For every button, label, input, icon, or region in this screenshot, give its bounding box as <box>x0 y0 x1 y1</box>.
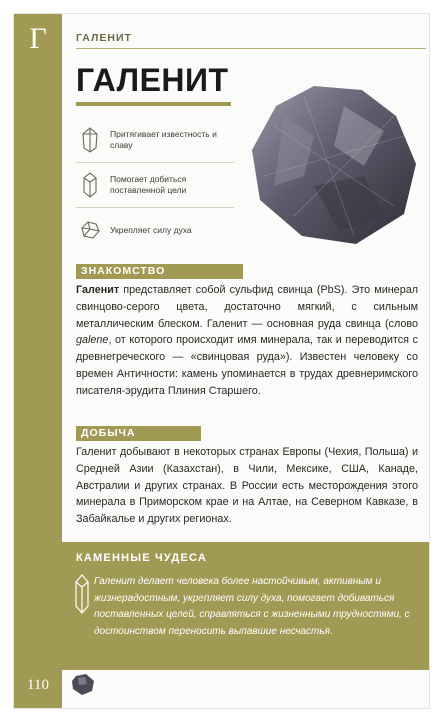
wonders-box <box>62 542 429 670</box>
property-text: Притягивает известность и славу <box>110 129 217 150</box>
wonders-text: Галенит делает человека более настойчивым, активным и жизнерадостным, укрепляет силу духа, помогает добиваться поставленных целей, справляться с жизненными трудностями, с достоинством переносить выпавшие несчастья. <box>94 576 410 637</box>
header-divider <box>76 48 426 49</box>
header-label: ГАЛЕНИТ <box>76 32 132 44</box>
property-text: Укрепляет силу духа <box>110 224 192 235</box>
intro-text-2: , от которого происходит имя минерала, так и переводится с древнегреческого — «свинцовая руда»). Известен человеку со времен Античности: камень упоминается в трудах древнеримского писателя-эрудита Плиния Старшего. <box>76 334 418 397</box>
intro-text-1: представляет собой сульфид свинца (PbS). Это минерал свинцово-серого цвета, достаточно мягкий, с сильным металлическим блеском. Галенит — основная руда свинца (слово <box>76 284 418 330</box>
intro-term: galene <box>76 334 109 347</box>
book-page <box>13 13 430 709</box>
wonders-title: КАМЕННЫЕ ЧУДЕСА <box>76 552 208 564</box>
crystal-icon <box>76 126 104 154</box>
crystal-icon <box>73 574 91 614</box>
properties-list <box>76 118 234 252</box>
intro-lead: Галенит <box>76 284 120 296</box>
title-underline <box>76 102 231 106</box>
property-text: Помогает добиться поставленной цели <box>110 174 187 195</box>
page-title: ГАЛЕНИТ <box>76 62 229 98</box>
page-number: 110 <box>27 677 49 693</box>
property-item <box>76 118 234 163</box>
crystal-icon <box>76 171 104 199</box>
intro-paragraph <box>76 282 418 400</box>
mining-paragraph: Галенит добывают в некоторых странах Европы (Чехия, Польша) и Средней Азии (Казахстан), в Чили, Мексике, США, Канаде, Австралии и других странах. В России есть месторождения этого минерала в Приморском крае и на Алтае, на Северном Кавказе, в Забайкалье и других регионах. <box>76 446 418 526</box>
alphabet-letter: Г <box>29 22 47 55</box>
property-item <box>76 208 234 252</box>
sidebar <box>14 14 62 708</box>
galena-stone-image <box>244 76 424 256</box>
section-title-mining: ДОБЫЧА <box>76 426 201 441</box>
section-title-intro: ЗНАКОМСТВО <box>76 264 243 279</box>
galena-stone-thumbnail <box>70 672 96 696</box>
stone-icon <box>76 216 104 244</box>
property-item <box>76 163 234 208</box>
